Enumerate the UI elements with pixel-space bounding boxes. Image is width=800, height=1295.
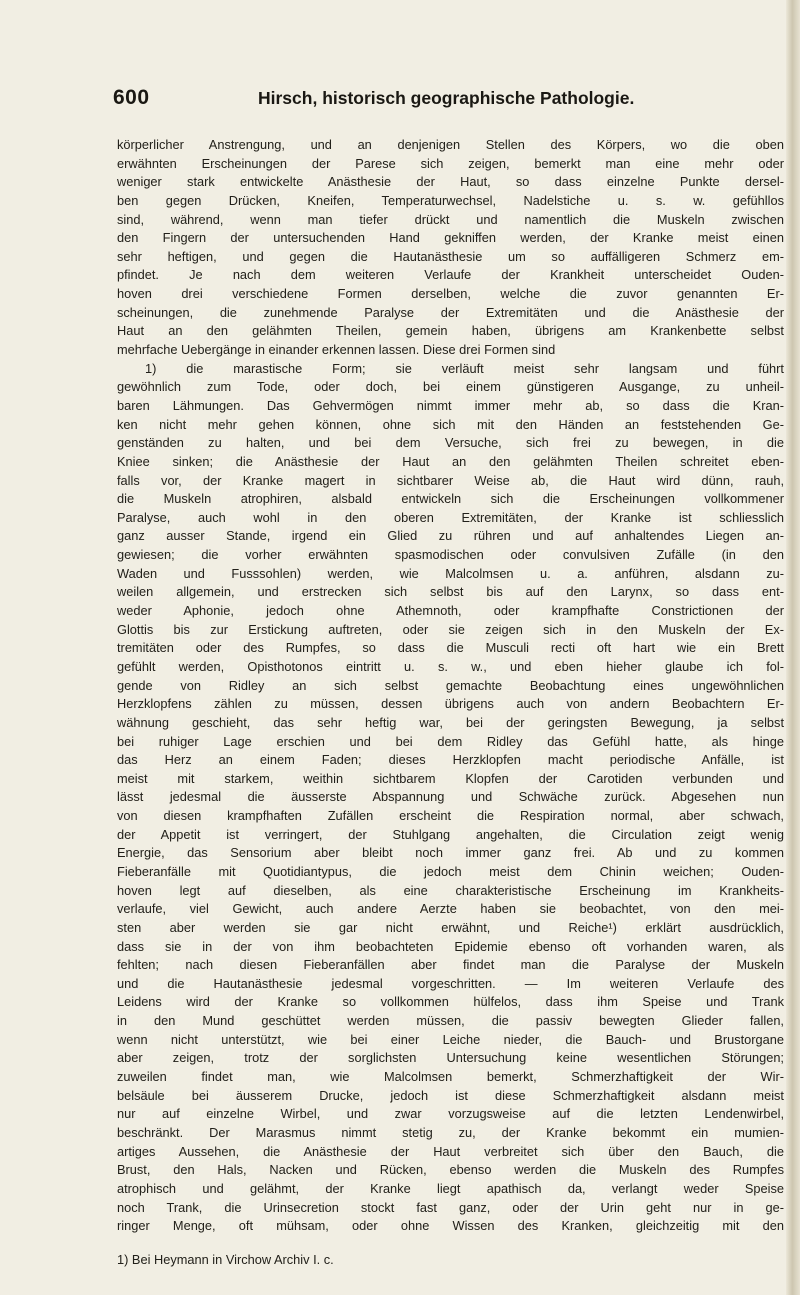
page-header (113, 86, 713, 112)
body-text (117, 136, 784, 1236)
text-line: in den Mund geschüttet werden müssen, die passiv bewegten Glieder fallen, (117, 1013, 784, 1029)
text-line: artiges Aussehen, die Anästhesie der Haut verbreitet sich über den Bauch, die (117, 1143, 784, 1159)
text-line: atrophisch und gelähmt, der Kranke liegt apathisch da, verlangt weder Speise (117, 1180, 784, 1196)
text-line: sind, während, wenn man tiefer drückt und namentlich die Muskeln zwischen (117, 211, 784, 227)
text-line: 1) die marastische Form; sie verläuft meist sehr langsam und führt (145, 360, 784, 376)
text-line: aber zeigen, trotz der sorglichsten Untersuchung keine wesentlichen Störungen; (117, 1050, 784, 1066)
text-line: Glottis bis zur Erstickung auftreten, oder sie zeigen sich in den Muskeln der Ex- (117, 621, 784, 637)
text-line: falls vor, der Kranke magert in sichtbarer Weise ab, die Haut wird dünn, rauh, (117, 472, 784, 488)
text-line: gewöhnlich zum Tode, oder doch, bei einem günstigeren Ausgange, zu unheil- (117, 379, 784, 395)
text-line: dass sie in der von ihm beobachteten Epidemie ebenso oft vorhanden waren, als (117, 938, 784, 954)
text-line: baren Lähmungen. Das Gehvermögen nimmt immer mehr ab, so dass die Kran- (117, 397, 784, 413)
text-line: weder Aphonie, jedoch ohne Athemnoth, oder krampfhafte Constrictionen der (117, 603, 784, 619)
text-line: sehr heftigen, und gegen die Hautanästhesie um so auffälligeren Schmerz em- (117, 248, 784, 264)
text-line: von diesen krampfhaften Zufällen erscheint die Respiration normal, aber schwach, (117, 808, 784, 824)
text-line: nur auf einzelne Wirbel, und zwar vorzugsweise auf die letzten Lendenwirbel, (117, 1106, 784, 1122)
text-line: körperlicher Anstrengung, und an denjenigen Stellen des Körpers, wo die oben (117, 137, 784, 152)
text-line: Energie, das Sensorium aber bleibt noch immer ganz frei. Ab und zu kommen (117, 845, 784, 861)
text-line: Paralyse, auch wohl in den oberen Extremitäten, der Kranke ist schliesslich (117, 509, 784, 525)
text-line: fehlten; nach diesen Fieberanfällen aber findet man die Paralyse der Muskeln (117, 957, 784, 973)
text-line: meist mit starkem, weithin sichtbarem Klopfen der Carotiden verbunden und (117, 770, 784, 786)
text-line: zuweilen findet man, wie Malcolmsen bemerkt, Schmerzhaftigkeit der Wir- (117, 1069, 784, 1085)
text-line: erwähnten Erscheinungen der Parese sich zeigen, bemerkt man eine mehr oder (117, 155, 784, 171)
text-line: genständen zu halten, und bei dem Versuche, sich frei zu bewegen, in die (117, 435, 784, 451)
page-number: 600 (113, 86, 150, 109)
text-line: hoven drei verschiedene Formen derselben, welche die zuvor genannten Er- (117, 286, 784, 302)
running-title: Hirsch, historisch geographische Pathologie. (258, 88, 635, 108)
text-line: mehrfache Uebergänge in einander erkennen lassen. Diese drei Formen sind (117, 342, 556, 358)
text-line: hoven legt auf dieselben, als eine charakteristische Erscheinung im Krankheits- (117, 882, 784, 898)
text-line: lässt jedesmal die äusserste Abspannung und Schwäche zurück. Abgesehen nun (117, 789, 784, 805)
text-line: sten aber werden sie gar nicht erwähnt, und Reiche¹) erklärt ausdrücklich, (117, 919, 784, 935)
text-line: Kniee sinken; die Anästhesie der Haut an den gelähmten Theilen schreitet eben- (117, 453, 784, 469)
text-line: Herzklopfens zählen zu müssen, dessen übrigens auch von andern Beobachtern Er- (117, 696, 784, 712)
text-line: und die Hautanästhesie jedesmal vorgeschritten. — Im weiteren Verlaufe des (117, 975, 784, 991)
text-line: Brust, den Hals, Nacken und Rücken, ebenso werden die Muskeln des Rumpfes (117, 1162, 784, 1178)
text-line: ken nicht mehr gehen können, ohne sich mit den Händen an feststehenden Ge- (117, 416, 784, 432)
text-line: wenn nicht unterstützt, wie bei einer Leiche nieder, die Bauch- und Brustorgane (117, 1031, 784, 1047)
text-line: Leidens wird der Kranke so vollkommen hülfelos, dass ihm Speise und Trank (117, 994, 784, 1010)
text-line: ringer Menge, oft mühsam, oder ohne Wissen des Kranken, gleichzeitig mit den (117, 1218, 784, 1234)
text-line: Fieberanfälle mit Quotidiantypus, die jedoch meist dem Chinin weichen; Ouden- (117, 863, 784, 879)
text-line: ben gegen Drücken, Kneifen, Temperaturwechsel, Nadelstiche u. s. w. gefühllos (117, 192, 784, 208)
text-line: das Herz an einem Faden; dieses Herzklopfen macht periodische Anfälle, ist (117, 752, 784, 768)
text-line: tremitäten oder des Rumpfes, so dass die Musculi recti oft hart wie ein Brett (117, 640, 784, 656)
text-line: wähnung geschieht, das sehr heftig war, bei der geringsten Bewegung, ja selbst (117, 714, 784, 730)
text-line: ganz ausser Stande, irgend ein Glied zu rühren und auf anhaltendes Liegen an- (117, 528, 784, 544)
footnote: 1) Bei Heymann in Virchow Archiv I. c. (117, 1252, 334, 1267)
text-line: gende von Ridley an sich selbst gemachte Beobachtung eines ungewöhnlichen (117, 677, 784, 693)
text-line: Haut an den gelähmten Theilen, gemein haben, übrigens am Krankenbette selbst (117, 323, 784, 339)
page-edge-shadow (786, 0, 800, 1295)
text-line: gewiesen; die vorher erwähnten spasmodischen oder convulsiven Zufälle (in den (117, 547, 784, 563)
text-line: den Fingern der untersuchenden Hand gekniffen werden, der Kranke meist einen (117, 230, 784, 246)
text-line: beschränkt. Der Marasmus nimmt stetig zu, der Kranke bekommt ein mumien- (117, 1124, 784, 1140)
text-line: weniger stark entwickelte Anästhesie der Haut, so dass einzelne Punkte dersel- (117, 174, 784, 190)
text-line: pfindet. Je nach dem weiteren Verlaufe der Krankheit unterscheidet Ouden- (117, 267, 784, 283)
text-line: der Appetit ist verringert, der Stuhlgang angehalten, die Circulation zeigt wenig (117, 826, 784, 842)
text-line: noch Trank, die Urinsecretion stockt fast ganz, oder der Urin geht nur in ge- (117, 1199, 784, 1215)
text-line: die Muskeln atrophiren, alsbald entwickeln sich die Erscheinungen vollkommener (117, 491, 784, 507)
text-line: bei ruhiger Lage erschien und bei dem Ridley das Gefühl hatte, als hinge (117, 733, 784, 749)
text-line: gefühlt werden, Opisthotonos eintritt u. s. w., und eben hieher glaube ich fol- (117, 658, 784, 674)
text-line: belsäule bei äusserem Drucke, jedoch ist diese Schmerzhaftigkeit alsdann meist (117, 1087, 784, 1103)
text-line: weilen allgemein, und erstrecken sich selbst bis auf den Larynx, so dass ent- (117, 584, 784, 600)
text-line: Waden und Fusssohlen) werden, wie Malcolmsen u. a. anführen, alsdann zu- (117, 565, 784, 581)
text-line: verlaufe, viel Gewicht, auch andere Aerzte haben sie beobachtet, von den mei- (117, 901, 784, 917)
text-line: scheinungen, die zunehmende Paralyse der Extremitäten und die Anästhesie der (117, 304, 784, 320)
